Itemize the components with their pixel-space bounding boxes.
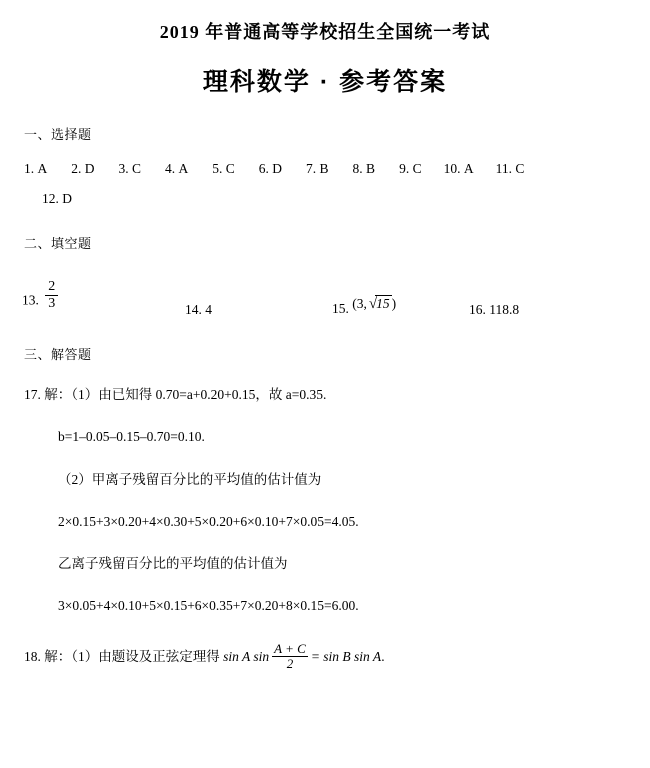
- choice-answer-12: 12. D: [42, 191, 72, 206]
- choice-answer-10: 10. A: [443, 161, 474, 176]
- solution-17-line-6: 3×0.05+4×0.10+5×0.15+6×0.35+7×0.20+8×0.15=6.00.: [58, 598, 359, 614]
- choice-answer-9: 9. C: [399, 161, 422, 176]
- choice-answer-5: 5. C: [212, 161, 235, 176]
- solution-17-line-4: 2×0.15+3×0.20+4×0.30+5×0.20+6×0.10+7×0.05=4.05.: [58, 513, 359, 529]
- fraction-two-thirds: $\frac{2}{3}$: [45, 279, 58, 312]
- choice-answer-6: 6. D: [258, 161, 283, 176]
- choice-answer-8: 8. B: [352, 161, 376, 176]
- solution-17-line-2: b=1–0.05–0.15–0.70=0.10.: [58, 429, 205, 445]
- choice-answers-row: [24, 161, 628, 177]
- solution-18-line-1: [24, 640, 628, 673]
- page-title: 2019 年普通高等学校招生全国统一考试: [159, 22, 491, 42]
- solution-18-expression-right: = sin B sin A: [310, 648, 382, 664]
- section-heading-fill: 二、填空题: [24, 236, 92, 251]
- section-heading-choice: 一、选择题: [24, 127, 92, 142]
- square-root-icon: √15: [368, 296, 390, 312]
- fraction-a-plus-c-over-2: $\frac{A + C}{2}$: [274, 640, 306, 671]
- section-heading-solve: 三、解答题: [24, 347, 92, 362]
- fill-answer-14: 14. 4: [185, 302, 212, 317]
- solution-17-line-3: （2）甲离子残留百分比的平均值的估计值为: [58, 471, 322, 487]
- fill-answer-13: 13. $\frac{2}{3}$: [22, 285, 61, 318]
- choice-answer-3: 3. C: [118, 161, 142, 176]
- solution-18-period: .: [381, 648, 385, 664]
- solution-18-expression-left: sin A sin: [223, 648, 270, 664]
- fill-answer-15: 15. (3, √15 ): [332, 296, 397, 316]
- choice-answer-4: 4. A: [165, 161, 189, 176]
- page-subtitle: 理科数学 · 参考答案: [202, 68, 448, 96]
- choice-answer-1: 1. A: [24, 161, 48, 176]
- choice-answer-11: 11. C: [495, 161, 525, 176]
- solution-18-prefix: 18. 解：（1）由题设及正弦定理得: [24, 648, 220, 664]
- solution-17-line-1: 17. 解：（1）由已知得 0.70=a+0.20+0.15，故 a=0.35.: [24, 387, 327, 402]
- fill-answer-16: 16. 118.8: [469, 302, 520, 317]
- choice-answer-2: 2. D: [71, 161, 95, 176]
- fill-answers-row: [22, 270, 628, 318]
- answer-sheet-page: [0, 18, 650, 768]
- choice-answer-7: 7. B: [306, 161, 329, 176]
- solution-17-line-5: 乙离子残留百分比的平均值的估计值为: [58, 556, 288, 571]
